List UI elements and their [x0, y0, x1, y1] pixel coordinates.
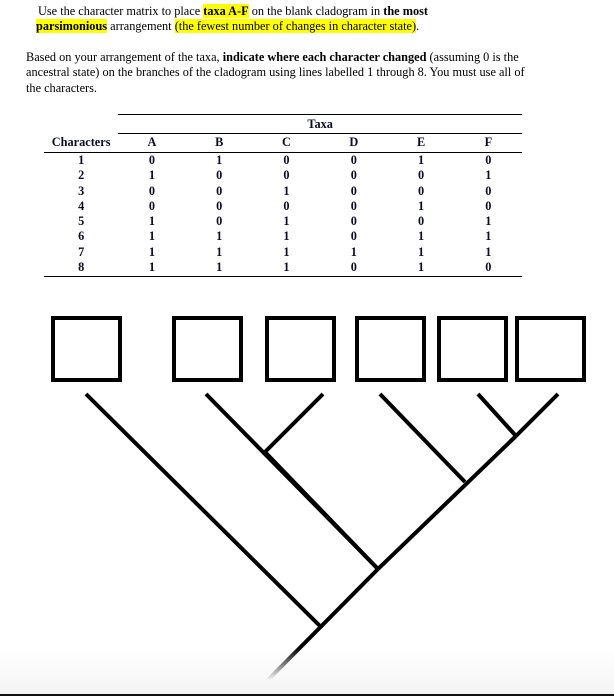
matrix-cell-4-b: 0	[216, 198, 223, 213]
matrix-cell-5-d: 0	[350, 214, 357, 229]
branch-node-bc	[265, 452, 378, 569]
matrix-cell-1-f: 0	[485, 153, 492, 167]
table-row	[44, 245, 522, 260]
matrix-cell-6-e: 1	[417, 229, 425, 244]
matrix-cell-5-e: 0	[417, 214, 425, 229]
matrix-column-header-row	[44, 134, 522, 153]
matrix-cell-4-d: 0	[350, 198, 357, 213]
matrix-header-taxon-c: C	[253, 134, 320, 153]
matrix-cell-7-f: 1	[485, 244, 492, 259]
taxon-box-2[interactable]	[172, 316, 243, 382]
matrix-cell-6-a: 1	[148, 229, 156, 244]
matrix-cell-8-c: 1	[253, 260, 320, 277]
matrix-header-taxon-b: B	[186, 134, 253, 153]
matrix-cell-4-e: 1	[417, 198, 425, 213]
branch-tip-3	[265, 394, 323, 452]
matrix-cell-7-e: 1	[417, 244, 425, 259]
matrix-cell-8-b: 1	[186, 260, 253, 277]
matrix-row-label-6: 6	[78, 229, 85, 244]
matrix-cell-5-a: 1	[148, 214, 156, 229]
matrix-cell-7-d: 1	[350, 244, 357, 259]
matrix-cell-7-a: 1	[148, 244, 156, 259]
matrix-cell-6-b: 1	[216, 229, 223, 244]
matrix-cell-1-b: 1	[216, 153, 223, 167]
page-bottom-edge	[0, 694, 614, 696]
matrix-cell-4-f: 0	[485, 198, 492, 213]
matrix-cell-6-f: 1	[485, 229, 492, 244]
instruction-1-highlight-taxa: taxa A-F	[203, 4, 249, 18]
matrix-cell-3-c: 1	[283, 183, 290, 198]
matrix-cell-3-f: 0	[485, 183, 492, 198]
matrix-cell-5-b: 0	[216, 214, 223, 229]
matrix-cell-8-d: 0	[320, 260, 387, 277]
matrix-cell-8-e: 1	[387, 260, 454, 277]
matrix-cell-1-a: 0	[148, 153, 156, 167]
matrix-row-label-3: 3	[78, 183, 85, 198]
matrix-cell-5-f: 1	[485, 214, 492, 229]
taxon-box-3[interactable]	[265, 316, 336, 382]
taxon-box-4[interactable]	[355, 316, 426, 382]
matrix-cell-3-b: 0	[216, 183, 223, 198]
instruction-paragraph-2	[26, 50, 536, 96]
table-row	[44, 184, 522, 199]
instruction-2-seg3: (assuming 0 is the ancestral state) on the branches of the cladogram using lines labelled 1 through 8. You must use all of the characters.	[26, 50, 525, 95]
instruction-1-bold-themost: the most	[383, 4, 428, 18]
matrix-cell-6-c: 1	[283, 229, 290, 244]
instruction-paragraph-1	[38, 4, 538, 35]
matrix-cell-1-e: 1	[417, 153, 425, 167]
matrix-cell-1-d: 0	[350, 153, 357, 167]
table-row	[44, 153, 522, 169]
matrix-row-label-7: 7	[78, 244, 85, 259]
matrix-cell-2-b: 0	[216, 168, 223, 183]
matrix-header-taxon-f: F	[455, 134, 522, 153]
taxon-box-5[interactable]	[437, 316, 508, 382]
instruction-1-highlight-parsimonious: parsimonious	[36, 19, 108, 34]
matrix-header-taxon-d: D	[320, 134, 387, 153]
instruction-2-bold-indicate: indicate where each character changed	[222, 50, 427, 64]
instruction-1-highlight-fewest-changes: (the fewest number of changes in character state)	[174, 19, 417, 34]
taxon-box-1[interactable]	[51, 316, 122, 382]
matrix-row-label-5: 5	[78, 214, 85, 229]
instruction-1-seg8: .	[416, 19, 420, 34]
character-matrix	[44, 114, 522, 277]
matrix-header-taxon-a: A	[118, 134, 185, 153]
matrix-cell-8-f: 0	[455, 260, 522, 277]
matrix-row-label-1: 1	[78, 153, 85, 167]
taxon-box-6[interactable]	[515, 316, 586, 382]
matrix-row-label-2: 2	[78, 168, 85, 183]
table-row	[44, 214, 522, 229]
matrix-group-header-row	[44, 115, 522, 134]
matrix-header-characters: Characters	[44, 134, 118, 153]
instruction-1-seg3: on the blank cladogram in	[248, 4, 384, 18]
matrix-cell-6-d: 0	[350, 229, 357, 244]
branch-tip-6	[516, 394, 558, 436]
matrix-cell-1-c: 0	[283, 153, 290, 167]
matrix-cell-2-f: 1	[485, 168, 492, 183]
matrix-cell-3-d: 0	[350, 183, 357, 198]
table-row	[44, 168, 522, 183]
matrix-row-label-4: 4	[78, 198, 85, 213]
table-row	[44, 260, 522, 277]
branch-tip-4	[380, 394, 465, 482]
matrix-cell-3-a: 0	[148, 183, 156, 198]
branch-node-ef	[378, 436, 516, 569]
matrix-cell-2-d: 0	[350, 168, 357, 183]
matrix-cell-4-c: 0	[283, 198, 290, 213]
table-row	[44, 229, 522, 244]
blank-cladogram	[0, 296, 614, 697]
matrix-cell-2-e: 0	[417, 168, 425, 183]
character-matrix-table	[44, 114, 522, 277]
matrix-cell-7-b: 1	[216, 244, 223, 259]
matrix-cell-7-c: 1	[283, 244, 290, 259]
matrix-cell-5-c: 1	[283, 214, 290, 229]
instruction-1-seg1: Use the character matrix to place	[38, 4, 204, 18]
matrix-row-label-8: 8	[44, 260, 118, 277]
matrix-cell-2-a: 1	[148, 168, 156, 183]
cladogram-branch-group	[86, 394, 558, 682]
branch-node-root	[266, 569, 378, 682]
instruction-1-seg6: arrangement	[107, 19, 175, 34]
table-row	[44, 199, 522, 214]
instruction-2-seg1: Based on your arrangement of the taxa,	[26, 50, 223, 64]
matrix-cell-2-c: 0	[283, 168, 290, 183]
branch-tip-5	[478, 394, 516, 436]
matrix-cell-8-a: 1	[118, 260, 185, 277]
matrix-cell-3-e: 0	[417, 183, 425, 198]
matrix-corner-blank	[44, 115, 118, 134]
matrix-header-taxon-e: E	[387, 134, 454, 153]
matrix-cell-4-a: 0	[148, 198, 156, 213]
matrix-group-header-taxa: Taxa	[118, 115, 522, 134]
